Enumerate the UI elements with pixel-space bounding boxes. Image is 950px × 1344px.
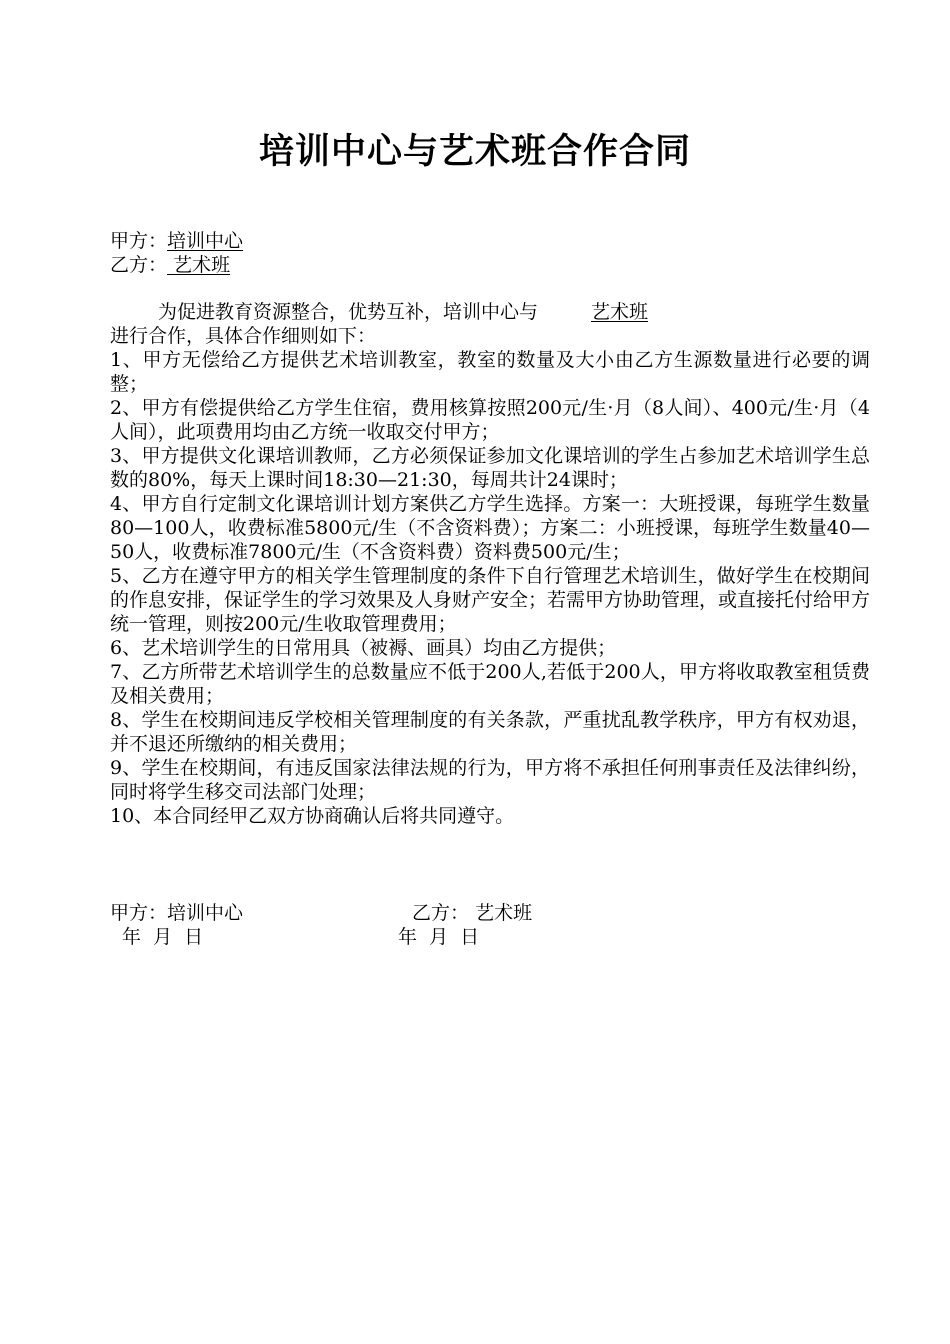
signature-party-b (412, 898, 532, 925)
party-a-name: 培训中心 (167, 230, 244, 252)
signature-party-a-name: 培训中心 (167, 902, 244, 924)
clause-item: 4、甲方自行定制文化课培训计划方案供乙方学生选择。方案一：大班授课，每班学生数量80—100人，收费标准5800元/生（不含资料费）；方案二：小班授课，每班学生数量40—50人，收费标准7800元/生（不含资料费）资料费500元/生； (110, 493, 870, 563)
document-title: 培训中心与艺术班合作合同 (258, 131, 691, 172)
party-b-label: 乙方： (110, 254, 168, 276)
party-a-label: 甲方： (110, 230, 168, 252)
signature-party-b-label: 乙方： (412, 902, 470, 924)
signature-date-a: 年 月 日 (122, 926, 204, 948)
clause-item: 7、乙方所带艺术培训学生的总数量应不低于200人,若低于200人，甲方将收取教室租赁费及相关费用； (110, 661, 870, 707)
signature-party-b-name: 艺术班 (475, 902, 533, 924)
clause-item: 9、学生在校期间，有违反国家法律法规的行为，甲方将不承担任何刑事责任及法律纠纷，同时将学生移交司法部门处理； (110, 757, 870, 803)
signature-party-a (110, 898, 243, 925)
clause-item: 2、甲方有偿提供给乙方学生住宿，费用核算按照200元/生·月（8人间）、400元/生·月（4人间），此项费用均由乙方统一收取交付甲方； (110, 397, 870, 443)
clause-item: 1、甲方无偿给乙方提供艺术培训教室，教室的数量及大小由乙方生源数量进行必要的调整； (110, 349, 870, 395)
clause-item: 8、学生在校期间违反学校相关管理制度的有关条款，严重扰乱教学秩序，甲方有权劝退，并不退还所缴纳的相关费用； (110, 709, 870, 755)
intro-paragraph (110, 300, 870, 348)
clause-item: 10、本合同经甲乙双方协商确认后将共同遵守。 (110, 805, 515, 827)
clause-item: 3、甲方提供文化课培训教师，乙方必须保证参加文化课培训的学生占参加艺术培训学生总数的80%，每天上课时间18:30—21:30，每周共计24课时； (110, 445, 870, 491)
clause-item: 5、乙方在遵守甲方的相关学生管理制度的条件下自行管理艺术培训生，做好学生在校期间的作息安排，保证学生的学习效果及人身财产安全；若需甲方协助管理，或直接托付给甲方统一管理，则按200元/生收取管理费用； (110, 565, 871, 635)
signature-date-b: 年 月 日 (398, 926, 480, 948)
party-b-name: 艺术班 (173, 254, 231, 276)
party-a-line (110, 226, 243, 253)
party-b-line (110, 250, 230, 277)
clause-item: 6、艺术培训学生的日常用具（被褥、画具）均由乙方提供； (110, 637, 617, 659)
clause-list (110, 348, 870, 828)
intro-blank: 艺术班 (591, 301, 649, 323)
intro-suffix: 进行合作，具体合作细则如下： (110, 325, 377, 347)
signature-party-a-label: 甲方： (110, 902, 168, 924)
intro-prefix: 为促进教育资源整合，优势互补，培训中心与 (158, 301, 539, 323)
